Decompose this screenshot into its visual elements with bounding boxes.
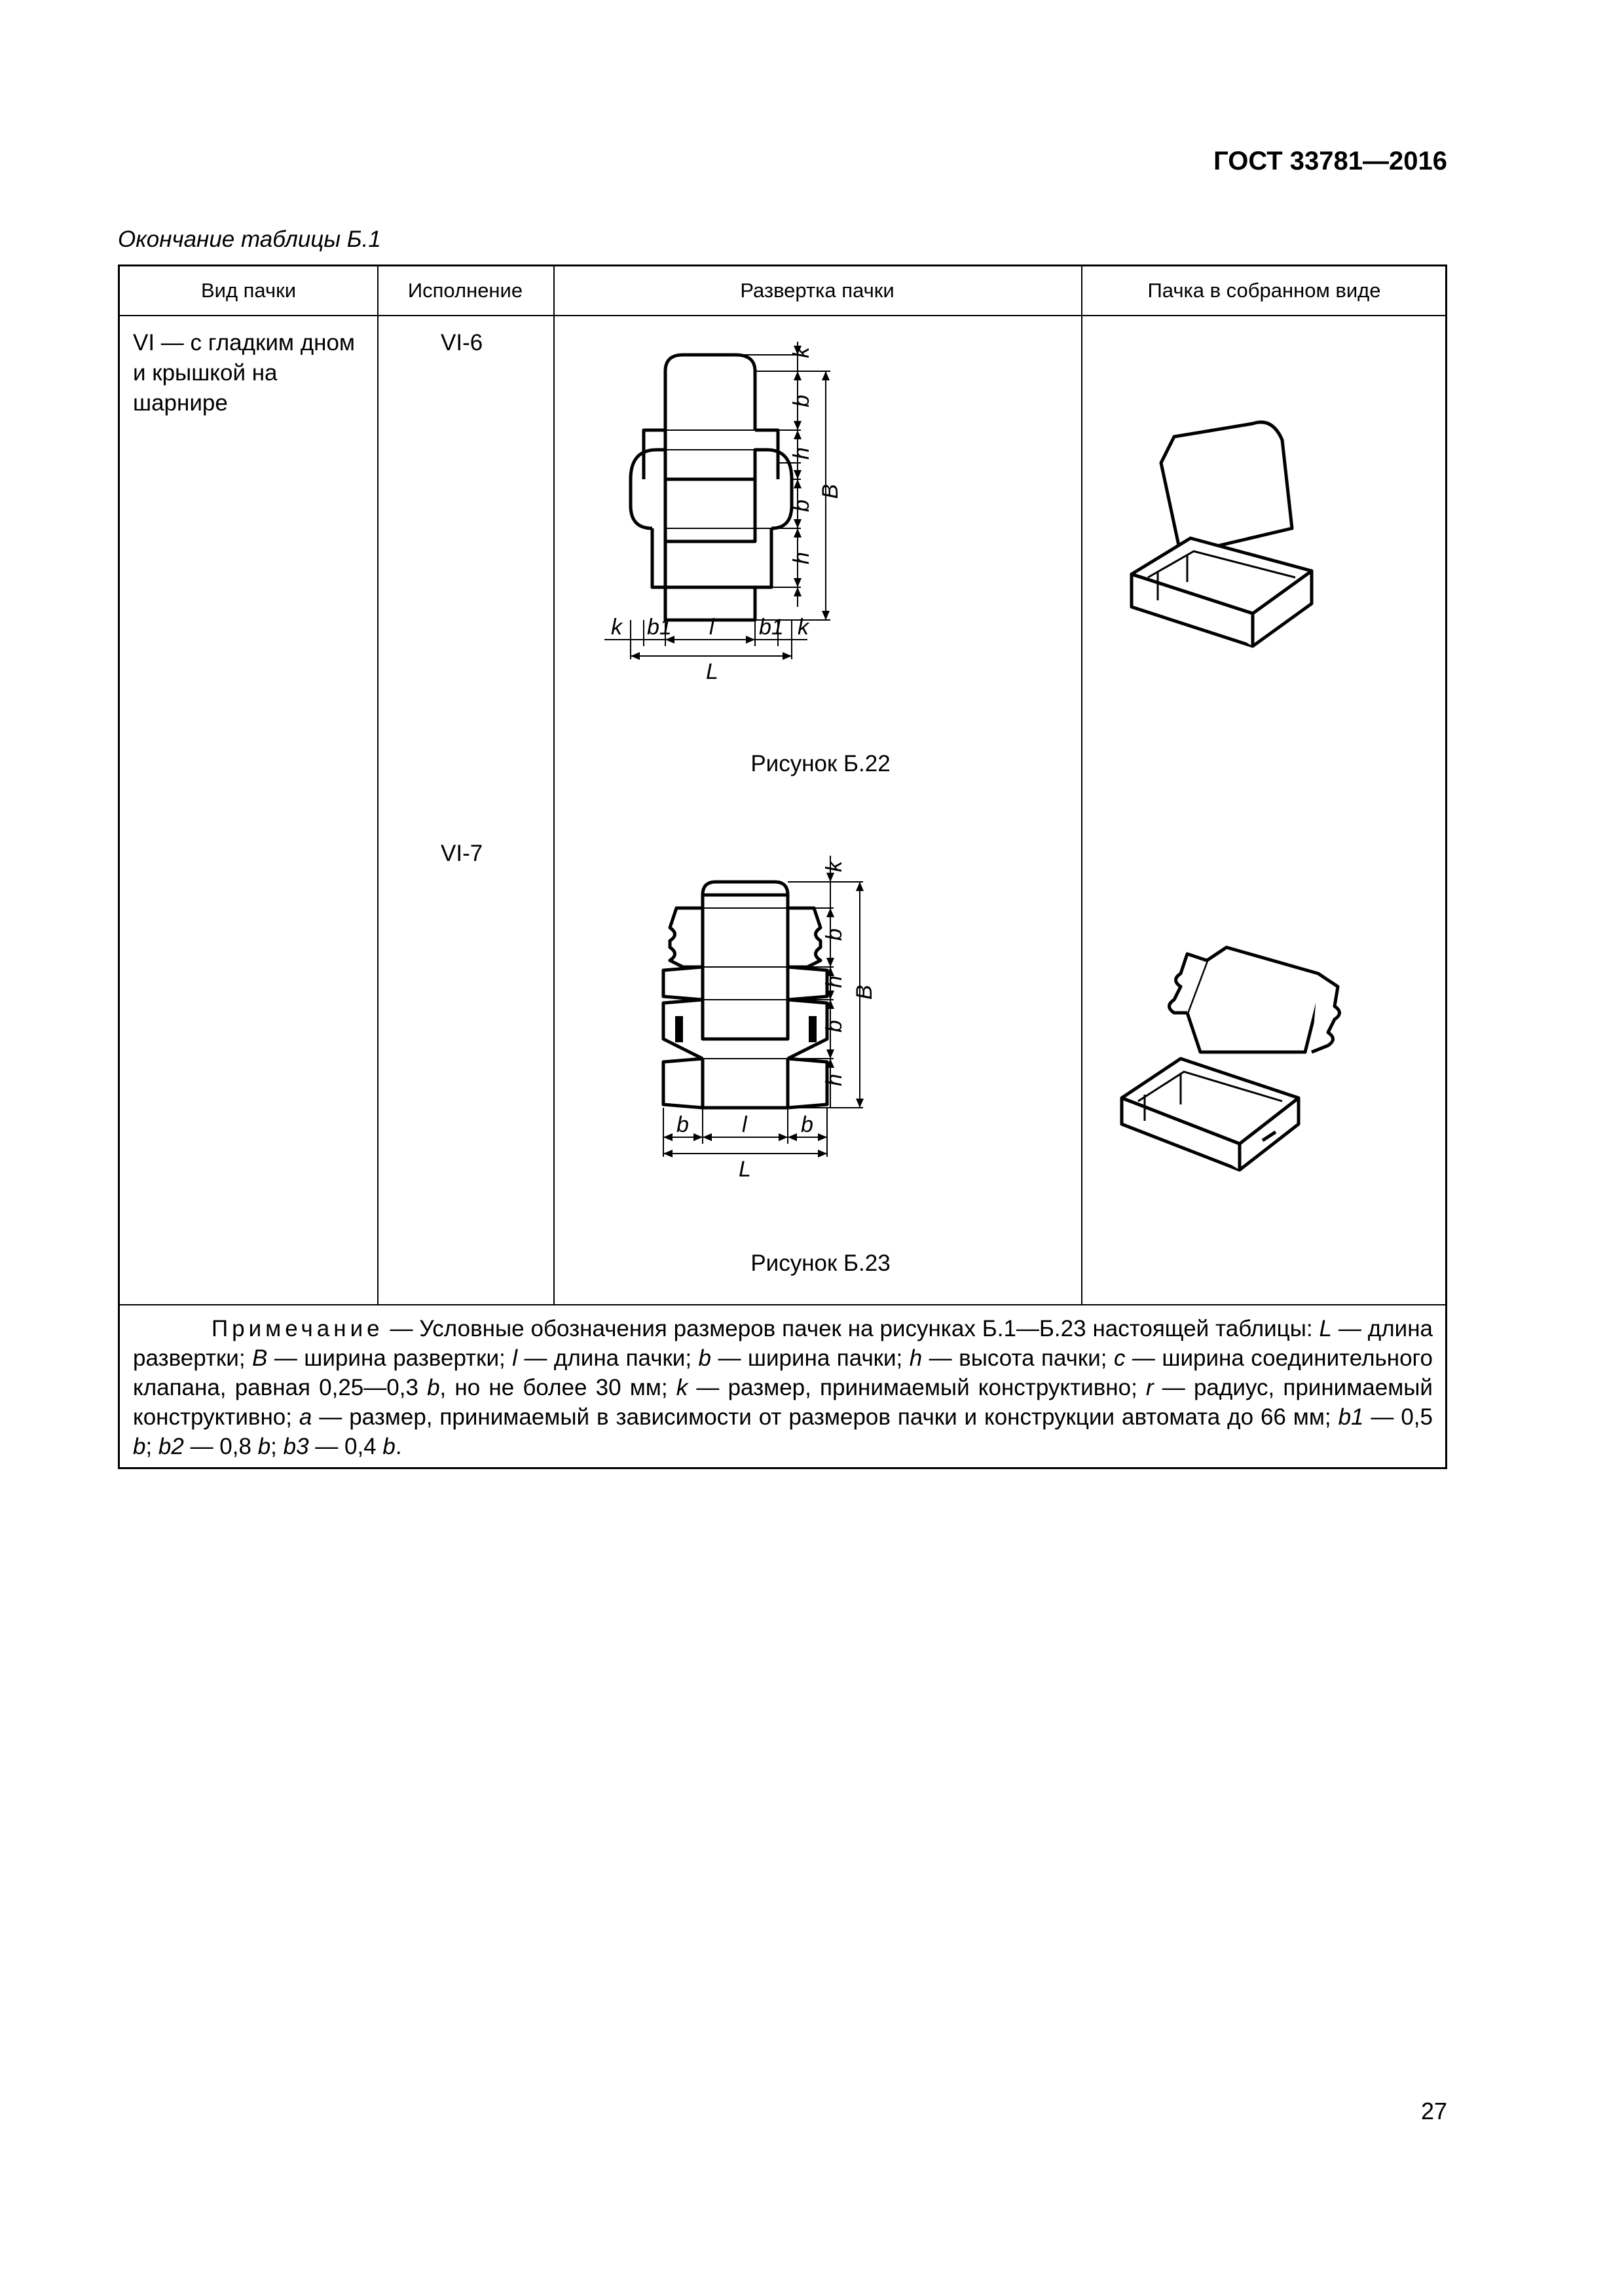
dim-label: b bbox=[676, 1112, 689, 1137]
note-definition: , но не более 30 мм; bbox=[439, 1375, 676, 1400]
note-symbol: b2 bbox=[158, 1434, 184, 1459]
dim-label: h bbox=[822, 975, 847, 988]
table-caption: Окончание таблицы Б.1 bbox=[118, 227, 381, 252]
note-symbol: c bbox=[1113, 1345, 1126, 1371]
note-definition: ; bbox=[145, 1434, 158, 1459]
dim-label: b bbox=[789, 500, 814, 512]
col-header-variant: Исполнение bbox=[407, 279, 523, 302]
col-header-type: Вид пачки bbox=[200, 279, 297, 302]
dim-label: b1 bbox=[647, 615, 672, 640]
dim-label: b bbox=[822, 1020, 847, 1032]
note-definition: — 0,5 bbox=[1363, 1404, 1433, 1430]
standard-code: ГОСТ 33781—2016 bbox=[1213, 147, 1447, 175]
packaging-table bbox=[118, 264, 1447, 1469]
note-definition: — размер, принимаемый в зависимости от размеров пачки и конструкции автомата до 66 мм; bbox=[312, 1404, 1338, 1430]
blank-drawing-fig23 bbox=[663, 843, 1030, 1209]
dim-label: b bbox=[822, 928, 847, 941]
note-symbol: L bbox=[1319, 1316, 1332, 1341]
note-symbol: b1 bbox=[1338, 1404, 1364, 1430]
dim-label: k bbox=[822, 861, 847, 872]
dim-label: B bbox=[852, 985, 877, 1000]
note-divider bbox=[120, 1304, 1445, 1305]
note-label: Примечание bbox=[212, 1316, 384, 1341]
header-divider bbox=[120, 315, 1445, 316]
note-definition: — длина развертки; bbox=[133, 1316, 1433, 1371]
note-definition: — ширина развертки; bbox=[267, 1345, 513, 1371]
note-symbol: b bbox=[698, 1345, 711, 1371]
note-definition: — размер, принимаемый конструктивно; bbox=[688, 1375, 1146, 1400]
note-definition: — 0,8 bbox=[183, 1434, 258, 1459]
col-divider bbox=[377, 266, 378, 1304]
note-symbol: k bbox=[676, 1375, 688, 1400]
dim-label: k bbox=[798, 615, 809, 640]
dim-label: k bbox=[789, 347, 814, 358]
col-divider bbox=[553, 266, 555, 1304]
note-definition: — высота пачки; bbox=[922, 1345, 1114, 1371]
dim-label: b1 bbox=[759, 615, 784, 640]
note-symbol: l bbox=[512, 1345, 518, 1371]
note-symbol: B bbox=[252, 1345, 268, 1371]
table-note bbox=[133, 1314, 1433, 1461]
dim-label: h bbox=[822, 1074, 847, 1086]
note-symbol: b3 bbox=[283, 1434, 309, 1459]
note-symbol: a bbox=[299, 1404, 312, 1430]
dim-label: b bbox=[789, 395, 814, 407]
note-symbol: r bbox=[1145, 1375, 1154, 1400]
figure-caption-b22: Рисунок Б.22 bbox=[750, 751, 891, 776]
dim-label: L bbox=[706, 659, 718, 684]
dim-label: B bbox=[818, 484, 843, 499]
note-definition: — ширина соединительного клапана, равная 0,25—0,3 bbox=[133, 1345, 1433, 1400]
variant-vi-6: VI-6 bbox=[441, 330, 483, 355]
note-symbol: b bbox=[382, 1434, 396, 1459]
dim-label: l bbox=[742, 1112, 747, 1137]
note-symbol: b bbox=[133, 1434, 146, 1459]
col-header-blank: Развертка пачки bbox=[740, 279, 895, 302]
variant-vi-7: VI-7 bbox=[441, 841, 483, 866]
assembled-drawing-fig23 bbox=[1109, 921, 1423, 1196]
note-symbol: b bbox=[257, 1434, 271, 1459]
figure-caption-b23: Рисунок Б.23 bbox=[750, 1250, 891, 1276]
dim-label: l bbox=[709, 615, 714, 640]
dim-label: b bbox=[801, 1112, 813, 1137]
col-divider bbox=[1081, 266, 1082, 1304]
pack-type-label: VI — с гладким дном и крышкой на шарнире bbox=[133, 330, 355, 416]
dim-label: k bbox=[611, 615, 622, 640]
dim-label: h bbox=[789, 552, 814, 564]
dim-label: L bbox=[739, 1157, 751, 1182]
note-definition: — ширина пачки; bbox=[710, 1345, 910, 1371]
note-definition: . bbox=[395, 1434, 402, 1459]
note-definition: — радиус, принимаемый конструктивно; bbox=[133, 1375, 1433, 1430]
note-intro: — Условные обозначения размеров пачек на рисунках Б.1—Б.23 настоящей таблицы: bbox=[383, 1316, 1320, 1341]
blank-drawing-fig22 bbox=[611, 332, 1024, 725]
note-definition: — длина пачки; bbox=[517, 1345, 699, 1371]
assembled-drawing-fig22 bbox=[1122, 397, 1423, 620]
note-definition: — 0,4 bbox=[308, 1434, 383, 1459]
page-number: 27 bbox=[1420, 2098, 1447, 2124]
dim-label: h bbox=[789, 447, 814, 460]
note-symbol: b bbox=[427, 1375, 440, 1400]
note-definition: ; bbox=[270, 1434, 284, 1459]
note-symbol: h bbox=[909, 1345, 923, 1371]
col-header-assembled: Пачка в собранном виде bbox=[1147, 279, 1381, 302]
